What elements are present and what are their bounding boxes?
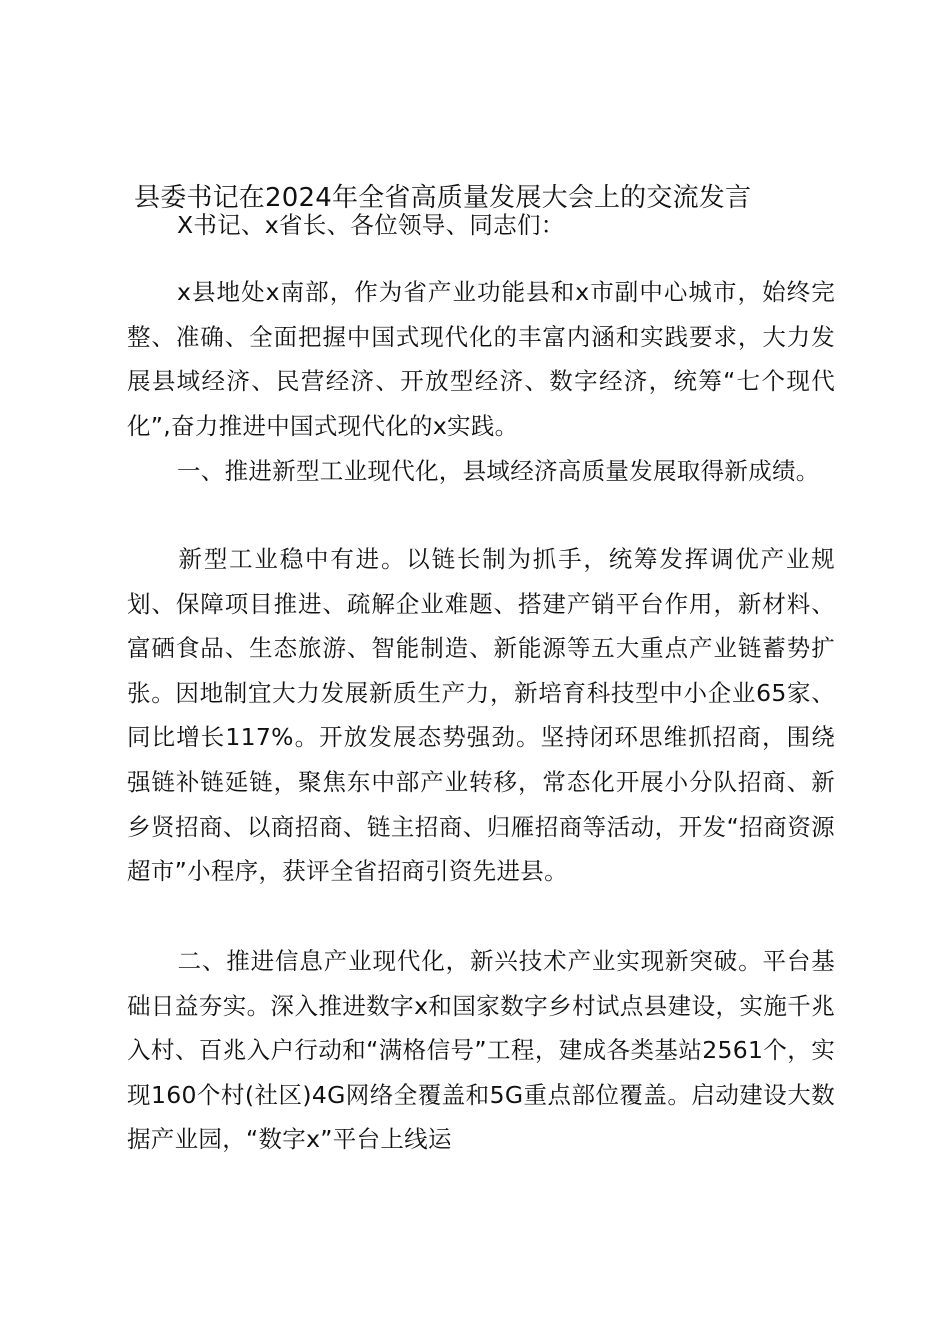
paragraph-section-2	[127, 939, 835, 1162]
section-heading-1	[127, 449, 835, 494]
paragraph-intro-text: x县地处x南部，作为省产业功能县和x市副中心城市，始终完整、准确、全面把握中国式现代化的丰富内涵和实践要求，大力发展县域经济、民营经济、开放型经济、数字经济，统筹“七个现代化”,奋力推进中国式现代化的x实践。	[127, 278, 835, 440]
greeting	[127, 203, 835, 248]
document-title: 县委书记在2024年全省高质量发展大会上的交流发言	[134, 183, 752, 213]
paragraph-section-2-text: 二、推进信息产业现代化，新兴技术产业实现新突破。平台基础日益夯实。深入推进数字x和国家数字乡村试点县建设，实施千兆入村、百兆入户行动和“满格信号”工程，建成各类基站2561个，实现160个村(社区)4G网络全覆盖和5G重点部位覆盖。启动建设大数据产业园，“数字x”平台上线运	[127, 947, 835, 1154]
paragraph-section-1	[127, 537, 835, 894]
section-heading-1-text: 一、推进新型工业现代化，县域经济高质量发展取得新成绩。	[177, 457, 820, 485]
paragraph-intro	[127, 270, 835, 448]
paragraph-section-1-text: 新型工业稳中有进。以链长制为抓手，统筹发挥调优产业规划、保障项目推进、疏解企业难题、搭建产销平台作用，新材料、富硒食品、生态旅游、智能制造、新能源等五大重点产业链蓄势扩张。因地制宜大力发展新质生产力，新培育科技型中小企业65家、同比增长117%。开放发展态势强劲。坚持闭环思维抓招商，围绕强链补链延链，聚焦东中部产业转移，常态化开展小分队招商、新乡贤招商、以商招商、链主招商、归雁招商等活动，开发“招商资源超市”小程序，获评全省招商引资先进县。	[127, 545, 835, 886]
greeting-text: X书记、x省长、各位领导、同志们：	[177, 211, 565, 239]
